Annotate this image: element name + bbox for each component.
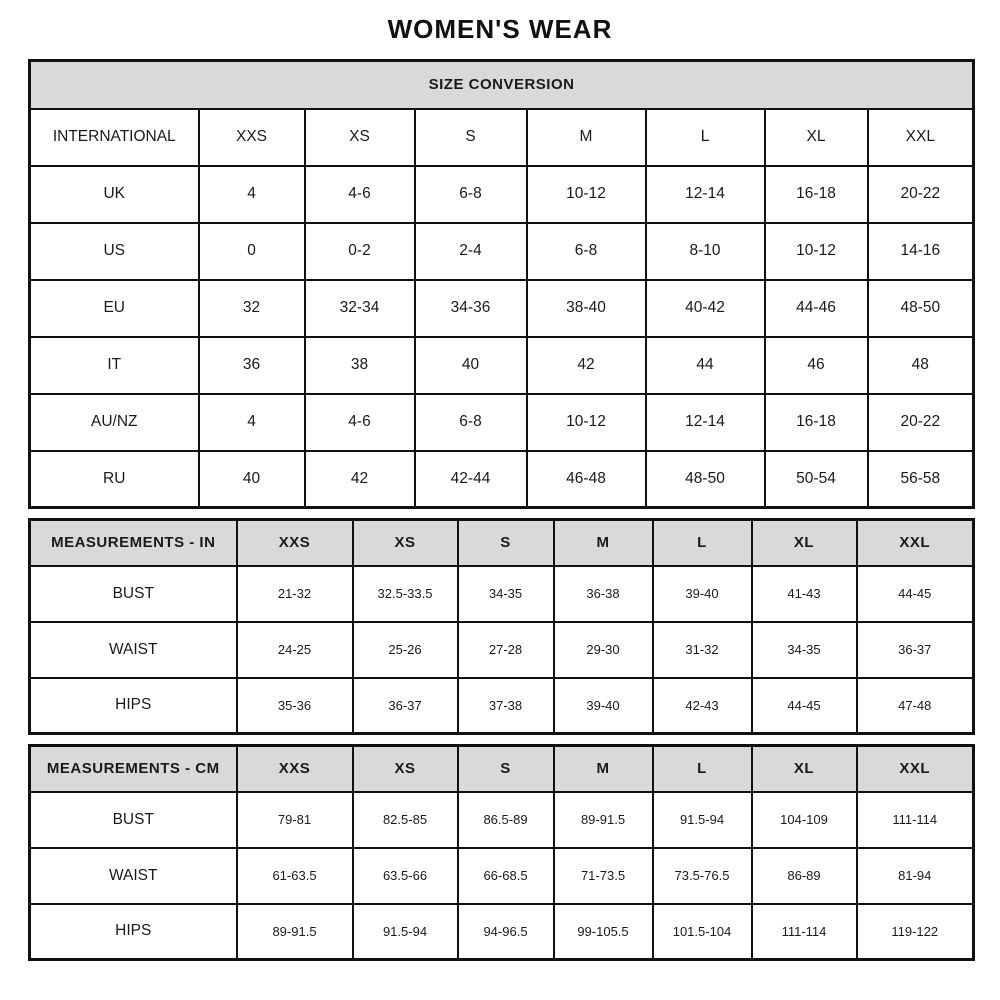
size-cell: 0-2: [305, 223, 415, 280]
measurement-cell: 63.5-66: [353, 848, 458, 904]
size-cell: 4-6: [305, 166, 415, 223]
page-title: WOMEN'S WEAR: [387, 14, 613, 44]
size-column-header-l: L: [653, 746, 752, 792]
measurement-cell: 34-35: [458, 566, 554, 622]
size-cell: 6-8: [415, 394, 527, 451]
measurement-cell: 86-89: [752, 848, 857, 904]
table-row-hips-cm: [30, 904, 974, 960]
measurement-cell: 111-114: [857, 792, 974, 848]
column-header-s: S: [415, 109, 527, 166]
measurement-cell: 27-28: [458, 622, 554, 678]
measurement-cell: 37-38: [458, 678, 554, 734]
row-label: BUST: [30, 792, 237, 848]
size-cell: 8-10: [646, 223, 765, 280]
measurement-cell: 91.5-94: [653, 792, 752, 848]
measurement-cell: 44-45: [857, 566, 974, 622]
size-cell: 10-12: [527, 166, 646, 223]
table-row-us: [30, 223, 974, 280]
measurement-cell: 36-37: [353, 678, 458, 734]
row-label: HIPS: [30, 678, 237, 734]
size-cell: 14-16: [868, 223, 974, 280]
column-header-xs: XS: [305, 109, 415, 166]
size-cell: 46-48: [527, 451, 646, 508]
size-cell: 44-46: [765, 280, 868, 337]
measurement-cell: 21-32: [237, 566, 353, 622]
size-cell: 6-8: [527, 223, 646, 280]
table-row-aunz: [30, 394, 974, 451]
column-header-xxl: XXL: [868, 109, 974, 166]
table-row-uk: [30, 166, 974, 223]
banner-row: [30, 61, 974, 109]
size-column-header-xl: XL: [752, 520, 857, 566]
size-conversion-banner: SIZE CONVERSION: [30, 61, 974, 109]
size-column-header-xxs: XXS: [237, 520, 353, 566]
size-cell: 32-34: [305, 280, 415, 337]
measurement-cell: 89-91.5: [237, 904, 353, 960]
measurement-cell: 61-63.5: [237, 848, 353, 904]
measurements-in-banner: MEASUREMENTS - IN: [30, 520, 237, 566]
measurement-cell: 101.5-104: [653, 904, 752, 960]
row-label: IT: [30, 337, 199, 394]
row-label: BUST: [30, 566, 237, 622]
measurement-cell: 39-40: [554, 678, 653, 734]
measurement-cell: 71-73.5: [554, 848, 653, 904]
size-cell: 4-6: [305, 394, 415, 451]
size-cell: 20-22: [868, 394, 974, 451]
size-column-header-xxs: XXS: [237, 746, 353, 792]
measurement-cell: 29-30: [554, 622, 653, 678]
row-label: HIPS: [30, 904, 237, 960]
table-row-it: [30, 337, 974, 394]
measurement-cell: 73.5-76.5: [653, 848, 752, 904]
measurement-cell: 25-26: [353, 622, 458, 678]
column-header-international: INTERNATIONAL: [30, 109, 199, 166]
size-cell: 42-44: [415, 451, 527, 508]
column-header-l: L: [646, 109, 765, 166]
size-cell: 10-12: [527, 394, 646, 451]
size-column-header-xs: XS: [353, 746, 458, 792]
table-row-ru: [30, 451, 974, 508]
size-column-header-xs: XS: [353, 520, 458, 566]
size-cell: 4: [199, 394, 305, 451]
size-cell: 42: [305, 451, 415, 508]
size-column-header-xxl: XXL: [857, 520, 974, 566]
measurement-cell: 39-40: [653, 566, 752, 622]
size-cell: 34-36: [415, 280, 527, 337]
table-row-bust-in: [30, 566, 974, 622]
measurement-cell: 32.5-33.5: [353, 566, 458, 622]
table-row-waist-in: [30, 622, 974, 678]
size-cell: 36: [199, 337, 305, 394]
row-label: AU/NZ: [30, 394, 199, 451]
size-cell: 6-8: [415, 166, 527, 223]
size-cell: 48: [868, 337, 974, 394]
measurement-cell: 66-68.5: [458, 848, 554, 904]
measurement-cell: 24-25: [237, 622, 353, 678]
measurement-cell: 47-48: [857, 678, 974, 734]
row-label: UK: [30, 166, 199, 223]
measurement-cell: 104-109: [752, 792, 857, 848]
measurement-cell: 34-35: [752, 622, 857, 678]
size-cell: 42: [527, 337, 646, 394]
measurement-cell: 91.5-94: [353, 904, 458, 960]
measurement-cell: 86.5-89: [458, 792, 554, 848]
table-row-waist-cm: [30, 848, 974, 904]
measurement-cell: 36-37: [857, 622, 974, 678]
size-cell: 50-54: [765, 451, 868, 508]
size-cell: 38: [305, 337, 415, 394]
size-cell: 40: [199, 451, 305, 508]
measurement-cell: 31-32: [653, 622, 752, 678]
measurement-cell: 111-114: [752, 904, 857, 960]
size-cell: 2-4: [415, 223, 527, 280]
measurement-cell: 119-122: [857, 904, 974, 960]
size-cell: 10-12: [765, 223, 868, 280]
size-column-header-m: M: [554, 746, 653, 792]
measurement-cell: 94-96.5: [458, 904, 554, 960]
column-header-xxs: XXS: [199, 109, 305, 166]
measurements-cm-table: [28, 744, 975, 961]
measurements-in-table: [28, 518, 975, 735]
size-column-header-m: M: [554, 520, 653, 566]
row-label: US: [30, 223, 199, 280]
table-row-bust-cm: [30, 792, 974, 848]
column-header-m: M: [527, 109, 646, 166]
size-cell: 32: [199, 280, 305, 337]
size-column-header-l: L: [653, 520, 752, 566]
measurement-cell: 79-81: [237, 792, 353, 848]
size-cell: 20-22: [868, 166, 974, 223]
column-header-row: [30, 109, 974, 166]
size-cell: 44: [646, 337, 765, 394]
table-row-eu: [30, 280, 974, 337]
measurement-cell: 89-91.5: [554, 792, 653, 848]
row-label: WAIST: [30, 848, 237, 904]
size-cell: 48-50: [868, 280, 974, 337]
measurement-cell: 42-43: [653, 678, 752, 734]
size-column-header-xxl: XXL: [857, 746, 974, 792]
size-cell: 56-58: [868, 451, 974, 508]
table-row-hips-in: [30, 678, 974, 734]
measurement-cell: 41-43: [752, 566, 857, 622]
size-cell: 40: [415, 337, 527, 394]
size-cell: 16-18: [765, 166, 868, 223]
banner-row: [30, 520, 974, 566]
size-cell: 46: [765, 337, 868, 394]
size-cell: 12-14: [646, 166, 765, 223]
size-column-header-s: S: [458, 746, 554, 792]
row-label: RU: [30, 451, 199, 508]
row-label: WAIST: [30, 622, 237, 678]
measurement-cell: 82.5-85: [353, 792, 458, 848]
measurement-cell: 81-94: [857, 848, 974, 904]
size-cell: 4: [199, 166, 305, 223]
size-cell: 48-50: [646, 451, 765, 508]
size-cell: 12-14: [646, 394, 765, 451]
size-cell: 0: [199, 223, 305, 280]
size-column-header-xl: XL: [752, 746, 857, 792]
measurements-cm-banner: MEASUREMENTS - CM: [30, 746, 237, 792]
size-column-header-s: S: [458, 520, 554, 566]
measurement-cell: 36-38: [554, 566, 653, 622]
measurement-cell: 99-105.5: [554, 904, 653, 960]
measurement-cell: 44-45: [752, 678, 857, 734]
size-conversion-table: [28, 59, 975, 509]
size-cell: 38-40: [527, 280, 646, 337]
size-cell: 16-18: [765, 394, 868, 451]
size-cell: 40-42: [646, 280, 765, 337]
measurement-cell: 35-36: [237, 678, 353, 734]
column-header-xl: XL: [765, 109, 868, 166]
row-label: EU: [30, 280, 199, 337]
banner-row: [30, 746, 974, 792]
